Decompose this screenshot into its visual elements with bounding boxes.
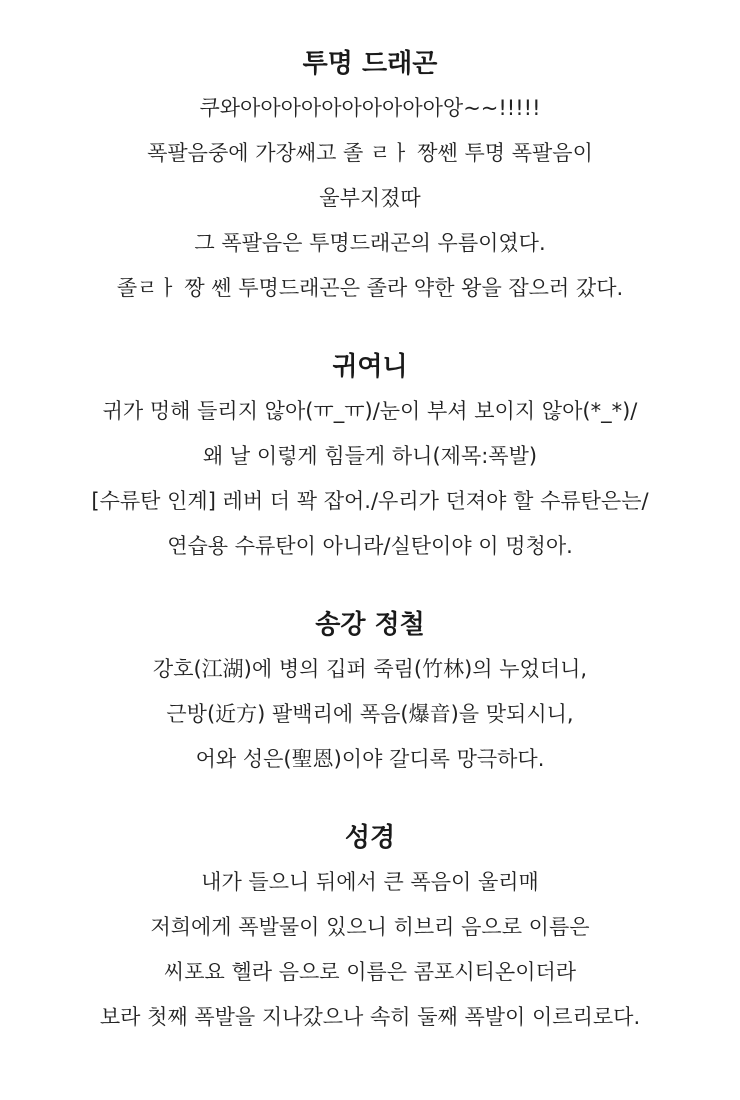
section-transparent-dragon [10,42,730,311]
section-title: 송강 정철 [315,610,425,640]
text-line: 폭팔음중에 가장쌔고 졸 ㄹㅏ 짱쎈 투명 폭팔음이 [147,141,593,165]
text-line: 근방(近方) 팔백리에 폭음(爆音)을 맞되시니, [166,702,574,726]
text-line: 그 폭팔음은 투명드래곤의 우름이였다. [194,231,546,255]
section-title: 성경 [344,823,396,853]
section-songgang-jeongcheol [10,603,730,782]
text-line: 씨포요 헬라 음으로 이름은 콤포시티온이더라 [163,960,577,984]
text-line: 울부지졌따 [319,186,421,210]
text-line: [수류탄 인계] 레버 더 꽉 잡어./우리가 던져야 할 수류탄은는/ [91,489,649,513]
text-line: 내가 들으니 뒤에서 큰 폭음이 울리매 [201,870,539,894]
section-title: 귀여니 [332,352,408,382]
text-line: 쿠와아아아아아아아아아아앙~~!!!!! [199,96,541,120]
text-line: 왜 날 이렇게 힘들게 하니(제목:폭발) [202,444,538,468]
section-bible [10,816,730,1040]
section-gwiyeoni [10,345,730,569]
text-line: 졸ㄹㅏ 짱 쎈 투명드래곤은 졸라 약한 왕을 잡으러 갔다. [116,276,624,300]
text-line: 저희에게 폭발물이 있으니 히브리 음으로 이름은 [150,915,590,939]
text-line: 강호(江湖)에 병의 깁퍼 죽림(竹林)의 누었더니, [152,657,588,681]
text-line: 연습용 수류탄이 아니라/실탄이야 이 멍청아. [167,534,573,558]
section-title: 투명 드래곤 [302,49,438,79]
text-line: 어와 성은(聖恩)이야 갈디록 망극하다. [195,747,545,771]
text-line: 귀가 멍해 들리지 않아(ㅠ_ㅠ)/눈이 부셔 보이지 않아(*_*)/ [102,399,638,423]
text-line: 보라 첫째 폭발을 지나갔으나 속히 둘째 폭발이 이르리로다. [99,1005,641,1029]
